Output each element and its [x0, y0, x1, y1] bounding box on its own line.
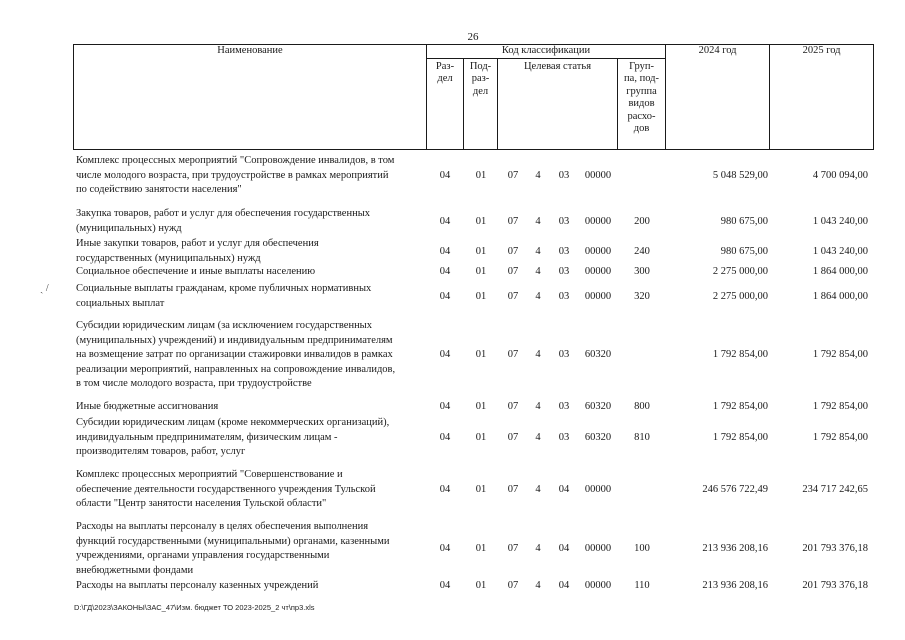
- row-name-line: социальных выплат: [76, 297, 165, 309]
- cell-cs4: 00000: [584, 245, 612, 257]
- cell-cs3: 03: [558, 290, 570, 302]
- row-name-line: в том числе молодого возраста, при трудоустройстве: [76, 378, 312, 389]
- cell-y2024: 213 936 208,16: [702, 580, 768, 592]
- cell-cs2: 4: [535, 401, 541, 413]
- cell-cs2: 4: [535, 290, 541, 302]
- cell-cs2: 4: [535, 349, 541, 361]
- cell-cs1: 07: [507, 401, 519, 413]
- cell-y2024: 213 936 208,16: [702, 543, 768, 554]
- row-name: [76, 468, 426, 512]
- cell-prz: 01: [475, 245, 487, 257]
- cell-y2024: 1 792 854,00: [712, 431, 768, 443]
- cell-cs1: 07: [507, 266, 519, 278]
- row-name: [76, 237, 426, 266]
- cell-vr: 200: [634, 215, 650, 227]
- cell-cs3: 03: [558, 431, 570, 443]
- cell-cs3: 03: [558, 266, 570, 278]
- cell-prz: 01: [475, 266, 487, 278]
- cell-y2024: 246 576 722,49: [702, 483, 768, 495]
- row-name-line: Социальные выплаты гражданам, кроме публичных нормативных: [76, 283, 372, 294]
- cell-cs4: 60320: [584, 401, 612, 413]
- cell-vr: 800: [634, 401, 650, 413]
- row-name-line: области "Центр занятости населения Тульской области": [76, 498, 327, 509]
- row-name-line: (муниципальных) нужд: [76, 222, 182, 234]
- row-name-line: (муниципальных) учреждений) и индивидуальным предпринимателям: [76, 334, 393, 346]
- cell-y2024: 2 275 000,00: [712, 266, 768, 278]
- cell-prz: 01: [475, 580, 487, 592]
- cell-prz: 01: [475, 543, 487, 554]
- cell-rz: 04: [439, 543, 451, 554]
- cell-rz: 04: [439, 431, 451, 443]
- row-name-line: Субсидии юридическим лицам (кроме некоммерческих организаций),: [76, 417, 390, 428]
- table-row: [0, 282, 905, 311]
- table-row: [0, 319, 905, 392]
- row-name: [76, 520, 426, 578]
- cell-rz: 04: [439, 215, 451, 227]
- header-razdel: Раз- дел: [427, 58, 464, 149]
- footer-file-path: D:\ГД\2023\ЗАКОНЫ\ЗАС_47\Изм. бюджет ТО 2023-2025_2 чт\пр3.xls: [74, 603, 315, 612]
- header-expense-group: Груп- па, под- группа видов расхо- дов: [618, 58, 666, 149]
- cell-cs3: 03: [558, 401, 570, 413]
- cell-cs1: 07: [507, 349, 519, 361]
- cell-rz: 04: [439, 580, 451, 592]
- cell-y2025: 1 792 854,00: [812, 431, 868, 443]
- cell-cs2: 4: [535, 483, 541, 495]
- cell-y2025: 1 043 240,00: [812, 215, 868, 227]
- row-name-line: Расходы на выплаты персоналу в целях обеспечения выполнения: [76, 521, 369, 532]
- cell-cs1: 07: [507, 543, 519, 554]
- cell-prz: 01: [475, 349, 487, 361]
- cell-rz: 04: [439, 266, 451, 278]
- row-name-line: внебюджетными фондами: [76, 564, 194, 576]
- table-row: [0, 520, 905, 578]
- header-target-article: Целевая статья: [498, 58, 618, 149]
- cell-cs4: 60320: [584, 349, 612, 361]
- row-name-line: Закупка товаров, работ и услуг для обеспечения государственных: [76, 208, 371, 219]
- cell-cs1: 07: [507, 580, 519, 592]
- cell-rz: 04: [439, 349, 451, 361]
- table-row: [0, 416, 905, 460]
- row-name-line: Комплекс процессных мероприятий "Совершенствование и: [76, 469, 343, 480]
- cell-cs4: 00000: [584, 543, 612, 554]
- page-number: 26: [467, 31, 479, 43]
- cell-prz: 01: [475, 169, 487, 181]
- header-year-2025: 2025 год: [770, 45, 874, 150]
- row-name-line: учреждениями, органами управления государственными: [76, 550, 330, 561]
- row-name-line: Социальное обеспечение и иные выплаты населению: [76, 266, 316, 277]
- row-name-line: по содействию занятости населения": [76, 184, 242, 195]
- table-row: [0, 400, 905, 415]
- cell-cs3: 04: [558, 483, 570, 495]
- cell-y2025: 1 864 000,00: [812, 290, 868, 302]
- cell-rz: 04: [439, 290, 451, 302]
- cell-cs4: 00000: [584, 169, 612, 181]
- cell-cs4: 00000: [584, 215, 612, 227]
- cell-y2024: 980 675,00: [720, 245, 768, 257]
- cell-cs3: 03: [558, 169, 570, 181]
- row-name: [76, 207, 426, 236]
- cell-vr: 110: [634, 580, 650, 592]
- cell-cs1: 07: [507, 215, 519, 227]
- cell-y2025: 1 043 240,00: [812, 245, 868, 257]
- cell-y2024: 1 792 854,00: [712, 401, 768, 413]
- cell-y2024: 980 675,00: [720, 215, 768, 227]
- cell-prz: 01: [475, 483, 487, 495]
- cell-y2025: 1 792 854,00: [812, 349, 868, 361]
- row-name-line: на возмещение затрат по организации стажировки инвалидов в рамках: [76, 349, 393, 360]
- row-name: [76, 154, 426, 198]
- cell-y2025: 201 793 376,18: [802, 580, 868, 592]
- cell-rz: 04: [439, 401, 451, 413]
- cell-cs3: 03: [558, 245, 570, 257]
- row-name: [76, 282, 426, 311]
- cell-cs4: 00000: [584, 483, 612, 495]
- cell-y2025: 4 700 094,00: [812, 169, 868, 181]
- cell-cs1: 07: [507, 431, 519, 443]
- cell-prz: 01: [475, 401, 487, 413]
- row-name-line: Иные бюджетные ассигнования: [76, 401, 219, 412]
- row-name-line: реализации мероприятий, направленных на сопровождение инвалидов,: [76, 363, 396, 375]
- cell-cs1: 07: [507, 169, 519, 181]
- cell-cs4: 00000: [584, 580, 612, 592]
- cell-y2024: 5 048 529,00: [712, 169, 768, 181]
- row-name: [76, 579, 426, 594]
- cell-y2025: 234 717 242,65: [802, 483, 868, 495]
- row-name-line: обеспечение деятельности государственного учреждения Тульской: [76, 483, 376, 495]
- table-row: [0, 237, 905, 266]
- cell-cs2: 4: [535, 580, 541, 592]
- cell-rz: 04: [439, 245, 451, 257]
- cell-cs4: 00000: [584, 290, 612, 302]
- cell-vr: 300: [634, 266, 650, 278]
- row-name-line: Комплекс процессных мероприятий "Сопровождение инвалидов, в том: [76, 155, 395, 166]
- cell-y2024: 1 792 854,00: [712, 349, 768, 361]
- cell-y2025: 1 792 854,00: [812, 401, 868, 413]
- row-name-line: функций государственными (муниципальными) органами, казенными: [76, 535, 390, 547]
- table-row: [0, 579, 905, 594]
- cell-prz: 01: [475, 431, 487, 443]
- row-name-line: государственных (муниципальных) нужд: [76, 252, 261, 264]
- cell-vr: 810: [634, 431, 650, 443]
- row-name-line: Расходы на выплаты персоналу казенных учреждений: [76, 580, 319, 591]
- row-name-line: индивидуальным предпринимателям, физическим лицам -: [76, 431, 338, 443]
- cell-vr: 100: [634, 543, 650, 554]
- table-row: [0, 154, 905, 198]
- row-name: [76, 319, 426, 392]
- cell-rz: 04: [439, 169, 451, 181]
- row-name: [76, 400, 426, 415]
- row-name-line: Субсидии юридическим лицам (за исключением государственных: [76, 320, 372, 331]
- cell-cs4: 60320: [584, 431, 612, 443]
- table-row: [0, 265, 905, 280]
- row-name-line: Иные закупки товаров, работ и услуг для обеспечения: [76, 238, 319, 249]
- cell-cs2: 4: [535, 245, 541, 257]
- cell-prz: 01: [475, 215, 487, 227]
- cell-rz: 04: [439, 483, 451, 495]
- cell-y2025: 201 793 376,18: [802, 543, 868, 554]
- margin-mark: ˎ /: [40, 283, 49, 294]
- header-year-2024: 2024 год: [666, 45, 770, 150]
- cell-cs1: 07: [507, 290, 519, 302]
- row-name-line: числе молодого возраста, при трудоустройстве в рамках мероприятий: [76, 169, 389, 181]
- header-name: Наименование: [74, 45, 427, 150]
- cell-cs2: 4: [535, 543, 541, 554]
- cell-cs2: 4: [535, 431, 541, 443]
- cell-cs3: 04: [558, 543, 570, 554]
- cell-cs1: 07: [507, 483, 519, 495]
- row-name: [76, 265, 426, 280]
- header-code: Код классификации: [427, 45, 666, 59]
- cell-cs1: 07: [507, 245, 519, 257]
- cell-cs3: 03: [558, 349, 570, 361]
- row-name: [76, 416, 426, 460]
- cell-cs2: 4: [535, 169, 541, 181]
- row-name-line: производителям товаров, работ, услуг: [76, 446, 246, 457]
- cell-y2024: 2 275 000,00: [712, 290, 768, 302]
- cell-cs2: 4: [535, 215, 541, 227]
- table-row: [0, 207, 905, 236]
- cell-vr: 240: [634, 245, 650, 257]
- header-podrazdel: Под- раз- дел: [464, 58, 498, 149]
- cell-cs4: 00000: [584, 266, 612, 278]
- cell-vr: 320: [634, 290, 650, 302]
- cell-cs2: 4: [535, 266, 541, 278]
- table-row: [0, 468, 905, 512]
- cell-cs3: 04: [558, 580, 570, 592]
- cell-prz: 01: [475, 290, 487, 302]
- cell-y2025: 1 864 000,00: [812, 266, 868, 278]
- cell-cs3: 03: [558, 215, 570, 227]
